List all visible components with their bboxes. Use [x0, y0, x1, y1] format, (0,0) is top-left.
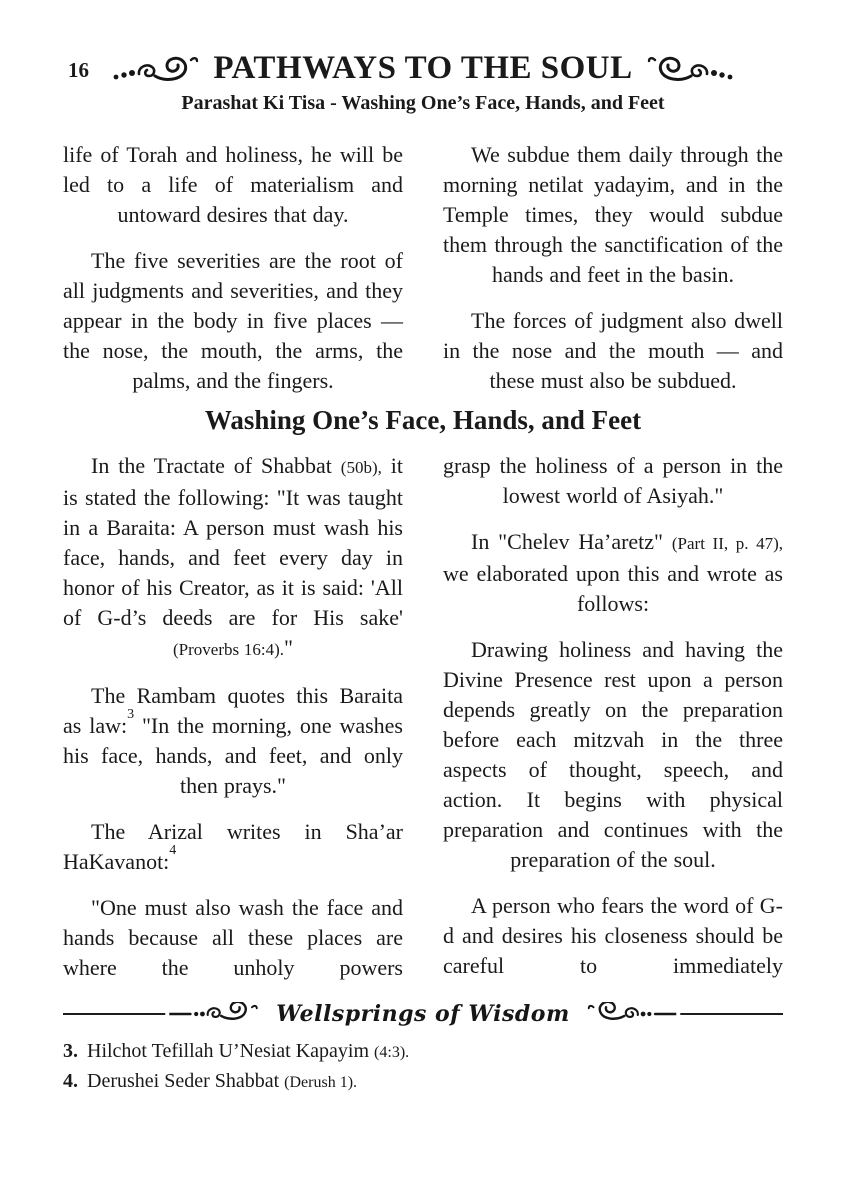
- body-text: The Arizal writes in Sha’ar HaKavanot:: [63, 819, 403, 874]
- paragraph: [443, 527, 783, 619]
- scroll-flourish-icon: [577, 1002, 677, 1026]
- source-reference: (Part II, p. 47),: [671, 534, 783, 553]
- body-text: Drawing holiness and having the Divine Presence rest upon a person depends greatly on the preparation before each mitzvah in the three aspects of thought, speech, and action. It begins with physical preparation and continues with the preparation of the soul.: [443, 637, 783, 872]
- footnote-marker: 3: [127, 707, 135, 723]
- paragraph: [63, 451, 403, 665]
- paragraph: [63, 140, 403, 230]
- chapter-subtitle: Parashat Ki Tisa - Washing One’s Face, Hands, and Feet: [181, 92, 665, 114]
- body-text: grasp the holiness of a person in the lowest world of Asiyah.": [443, 453, 783, 508]
- page-content: [63, 140, 783, 983]
- body-text: we elaborated upon this and wrote as follows:: [443, 561, 783, 616]
- body-text: "In the morning, one washes his face, hands, and feet, and only then prays.": [63, 713, 403, 798]
- lower-columns: [63, 451, 783, 983]
- body-text: it is stated the following: "It was taught in a Baraita: A person must wash his face, hands, and feet every day in honor of his Creator, as it is said: 'All of G-d’s deeds are for His sake': [63, 453, 403, 630]
- footnote-reference: (4:3).: [374, 1044, 410, 1061]
- source-reference: (50b),: [340, 458, 382, 477]
- footer-divider-label: [165, 1000, 680, 1028]
- body-text: A person who fears the word of G-d and desires his closeness should be careful to immediately: [443, 893, 783, 978]
- section-heading: Washing One’s Face, Hands, and Feet: [204, 405, 642, 435]
- footnotes: [63, 1037, 783, 1097]
- footer-motto: Wellsprings of Wisdom: [276, 1001, 570, 1027]
- page-number: 16: [68, 58, 89, 82]
- paragraph: [63, 817, 403, 877]
- paragraph: [443, 891, 783, 981]
- body-text: The five severities are the root of all judgments and severities, and they appear in the body in five places — the nose, the mouth, the arms, the palms, and the fingers.: [63, 248, 403, 393]
- paragraph: [443, 306, 783, 396]
- upper-left-column: [63, 140, 403, 396]
- body-text: The forces of judgment also dwell in the nose and the mouth — and these must also be subdued.: [443, 308, 783, 393]
- lower-right-column: [443, 451, 783, 983]
- upper-columns: [63, 140, 783, 396]
- footnote-number: 3.: [63, 1040, 78, 1062]
- upper-right-column: [443, 140, 783, 396]
- paragraph: [443, 451, 783, 511]
- footnote-text: Derushei Seder Shabbat: [87, 1070, 285, 1092]
- body-text: In the Tractate of Shabbat: [91, 453, 341, 478]
- footnote-marker: 4: [169, 843, 177, 859]
- lower-left-column: [63, 451, 403, 983]
- scroll-flourish-icon: [111, 52, 203, 86]
- body-text: "One must also wash the face and hands because all these places are where the unholy powers: [63, 895, 403, 980]
- paragraph: [443, 140, 783, 290]
- body-text: The Rambam quotes this Baraita as law:: [63, 683, 403, 738]
- footnote: [63, 1037, 783, 1067]
- footnote-reference: (Derush 1).: [284, 1074, 358, 1091]
- footer-divider: [63, 1000, 783, 1028]
- page-footer: [63, 1000, 783, 1097]
- body-text: ": [284, 635, 293, 660]
- source-reference: (Proverbs 16:4).: [173, 640, 284, 659]
- body-text: life of Torah and holiness, he will be led to a life of materialism and untoward desires that day.: [63, 142, 403, 227]
- scroll-flourish-icon: [169, 1002, 269, 1026]
- body-text: In "Chelev Ha’aretz": [471, 529, 672, 554]
- paragraph: [63, 893, 403, 983]
- footnote-text: Hilchot Tefillah U’Nesiat Kapayim: [87, 1040, 375, 1062]
- footnote-number: 4.: [63, 1070, 78, 1092]
- page-header: [0, 0, 846, 115]
- body-text: We subdue them daily through the morning netilat yadayim, and in the Temple times, they would subdue them through the sanctification of the hands and feet in the basin.: [443, 142, 783, 287]
- paragraph: [63, 681, 403, 801]
- footnote: [63, 1067, 783, 1097]
- paragraph: [443, 635, 783, 875]
- paragraph: [63, 246, 403, 396]
- scroll-flourish-icon: [643, 52, 735, 86]
- book-title: PATHWAYS TO THE SOUL: [213, 50, 633, 86]
